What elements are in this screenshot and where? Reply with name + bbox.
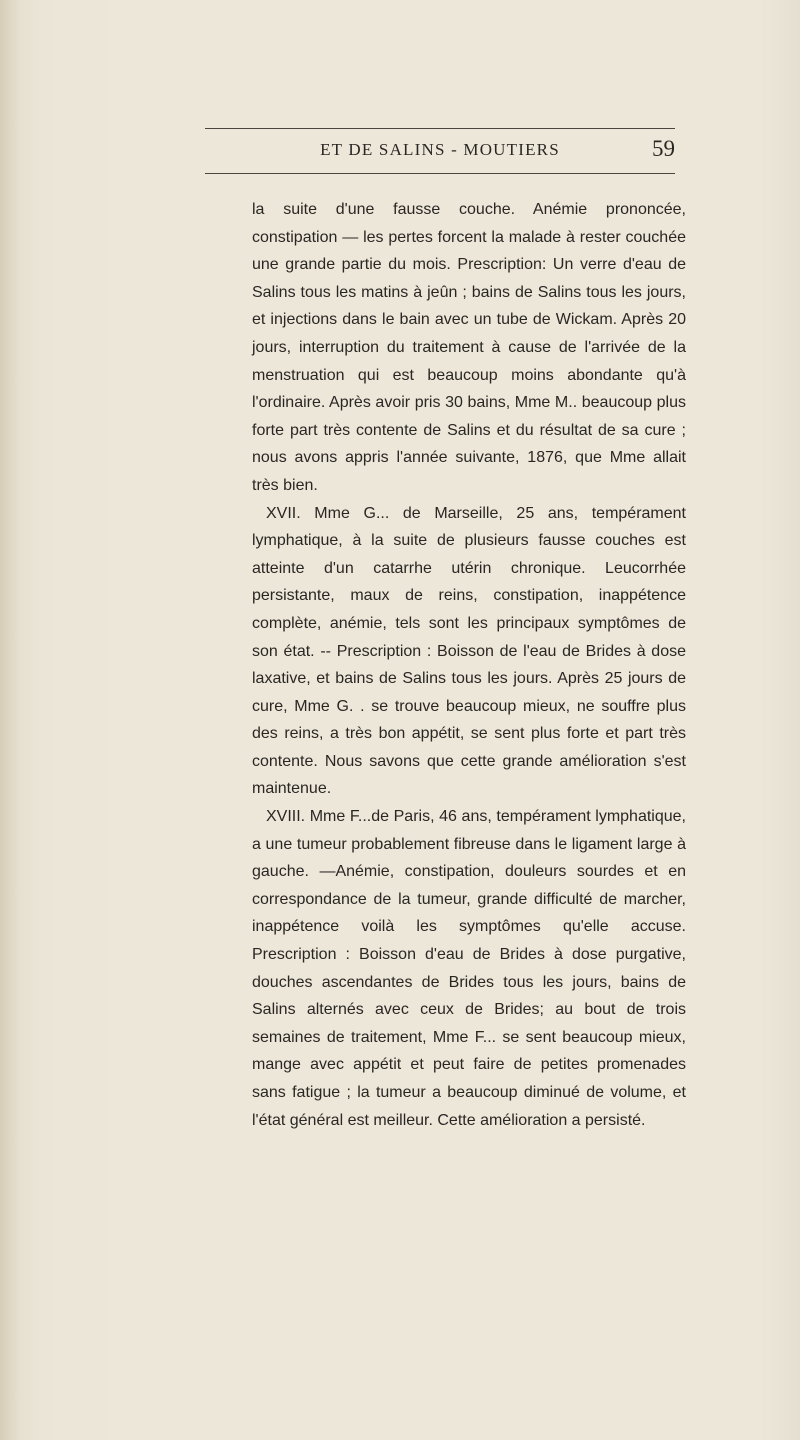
header-rule-bottom: [205, 173, 675, 174]
header-rule-top: [205, 128, 675, 129]
paragraph-case-xviii: XVIII. Mme F...de Paris, 46 ans, tempérament lymphatique, a une tumeur probablement fibreuse dans le ligament large à gauche. —Anémie, constipation, douleurs sourdes et en correspondance de la tumeur, grande difficulté de marcher, inappétence voilà les symptômes qu'elle accuse. Prescription : Boisson d'eau de Brides à dose purgative, douches ascendantes de Brides tous les jours, bains de Salins alternés avec ceux de Brides; au bout de trois semaines de traitement, Mme F... se sent beaucoup mieux, mange avec appétit et peut faire de petites promenades sans fatigue ; la tumeur a beaucoup diminué de volume, et l'état général est meilleur. Cette amélioration a persisté.: [252, 808, 686, 1129]
running-head: [205, 136, 675, 166]
paragraph-continuation: la suite d'une fausse couche. Anémie prononcée, constipation — les pertes forcent la malade à rester couchée une grande partie du mois. Prescription: Un verre d'eau de Salins tous les matins à jeûn ; bains de Salins tous les jours, et injections dans le bain avec un tube de Wickam. Après 20 jours, interruption du traitement à cause de l'arrivée de la menstruation qui est beaucoup moins abondante qu'à l'ordinaire. Après avoir pris 30 bains, Mme M.. beaucoup plus forte part très contente de Salins et du résultat de sa cure ; nous avons appris l'année suivante, 1876, que Mme allait très bien.: [252, 201, 686, 494]
body-text: [252, 196, 686, 1134]
page-binding-edge: [0, 0, 20, 1440]
page-number: 59: [652, 136, 675, 161]
running-title: ET DE SALINS - MOUTIERS: [320, 140, 560, 159]
paragraph-case-xvii: XVII. Mme G... de Marseille, 25 ans, tempérament lymphatique, à la suite de plusieurs fausse couches est atteinte d'un catarrhe utérin chronique. Leucorrhée persistante, maux de reins, constipation, inappétence complète, anémie, tels sont les principaux symptômes de son état. -- Prescription : Boisson de l'eau de Brides à dose laxative, et bains de Salins tous les jours. Après 25 jours de cure, Mme G. . se trouve beaucoup mieux, ne souffre plus des reins, a très bon appétit, se sent plus forte et part très contente. Nous savons que cette grande amélioration s'est maintenue.: [252, 504, 686, 798]
